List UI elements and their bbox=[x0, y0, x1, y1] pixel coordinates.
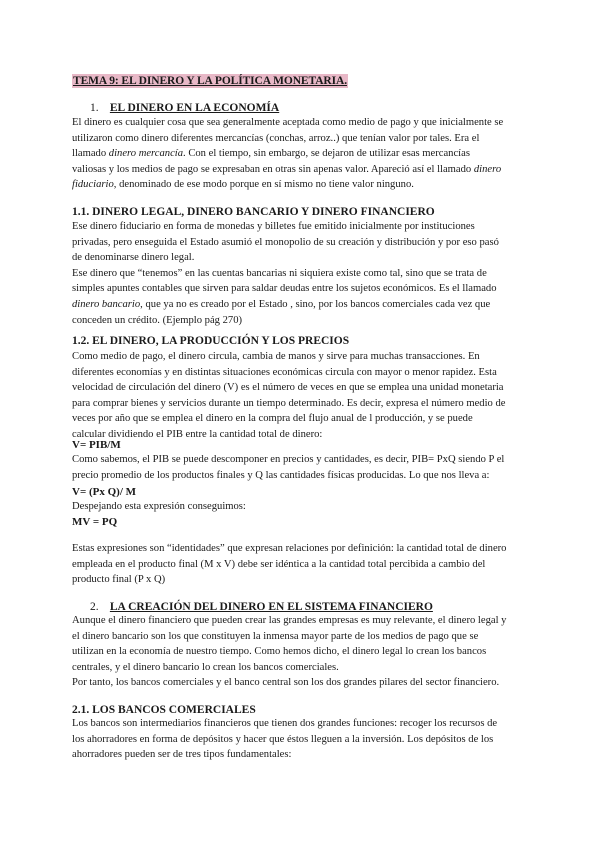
section-2-1-heading: 2.1. LOS BANCOS COMERCIALES bbox=[72, 704, 256, 716]
italic-term: fiduciario bbox=[72, 179, 114, 191]
text-line: Ese dinero fiduciario en forma de monedas y billetes fue emitido inicialmente por instituciones bbox=[72, 221, 475, 232]
text-run: , que ya no es creado por el Estado , sino, por los bancos comerciales cada vez que bbox=[140, 298, 491, 310]
section-1-2-paragraph-a bbox=[72, 349, 530, 443]
section-2-title: LA CREACIÓN DEL DINERO EN EL SISTEMA FINANCIERO bbox=[109, 601, 433, 613]
text-line: ahorradores pueden ser de tres tipos fundamentales: bbox=[72, 749, 292, 761]
section-2-paragraph bbox=[72, 613, 530, 691]
text-line: Como sabemos, el PIB se puede descomponer en precios y cantidades, es decir, PIB= PxQ siendo P el bbox=[72, 454, 505, 465]
italic-term: dinero bancario bbox=[72, 298, 141, 310]
text-line bbox=[72, 162, 530, 178]
section-1-1-heading: 1.1. DINERO LEGAL, DINERO BANCARIO Y DINERO FINANCIERO bbox=[72, 206, 435, 218]
text-line: simples apuntes contables que sirven para saldar deudas entre los sujetos económicos. Es el llamado bbox=[72, 283, 497, 295]
section-2-1-paragraph bbox=[72, 716, 530, 763]
section-1-2-paragraph-c bbox=[72, 541, 530, 588]
text-line: los ahorradores en forma de depósitos y hacer que éstos lleguen a la inversión. Los depósitos de los bbox=[72, 733, 494, 745]
text-line: calcular dividiendo el PIB entre la cantidad total de dinero: bbox=[72, 428, 323, 440]
text-line: Ese dinero que “tenemos” en las cuentas bancarias ni siquiera existe como tal, sino que se trata de bbox=[72, 267, 487, 279]
text-run: . Con el tiempo, sin embargo, se dejaron de utilizar esas mercancías bbox=[183, 148, 470, 160]
text-line: Los bancos son intermediarios financieros que tienen dos grandes funciones: recoger los recursos de bbox=[72, 718, 498, 729]
section-1-2-heading: 1.2. EL DINERO, LA PRODUCCIÓN Y LOS PRECIOS bbox=[72, 335, 350, 347]
text-line bbox=[72, 146, 530, 162]
section-1-title: EL DINERO EN LA ECONOMÍA bbox=[109, 102, 280, 114]
text-run: , denominado de ese modo porque en sí mismo no tiene valor ninguno. bbox=[113, 179, 414, 191]
section-1-2-paragraph-b bbox=[72, 452, 530, 483]
section-1-1-paragraph bbox=[72, 219, 530, 328]
section-1-number: 1. bbox=[90, 102, 99, 114]
text-line: Por tanto, los bancos comerciales y el banco central son los dos grandes pilares del sector financiero. bbox=[72, 677, 500, 689]
text-line: producto final (P x Q) bbox=[72, 574, 166, 586]
document-title: TEMA 9: EL DINERO Y LA POLÍTICA MONETARIA. bbox=[73, 75, 347, 87]
text-line: para comprar bienes y servicios durante un tiempo determinado. Es decir, expresa el número medio de bbox=[72, 397, 506, 409]
text-run: valiosas y los medios de pago se expresaban en otras sin apenas valor. Apareció así el llamado bbox=[72, 163, 474, 175]
text-line bbox=[72, 177, 530, 193]
section-2-number: 2. bbox=[90, 601, 99, 613]
text-line: de denominarse dinero legal. bbox=[72, 252, 195, 264]
text-line: precio promedio de los productos finales y Q las cantidades físicas producidas. Lo que nos lleva a: bbox=[72, 469, 490, 481]
text-line: privadas, pero enseguida el Estado asumió el monopolio de su creación y distribución y por eso pasó bbox=[72, 236, 499, 248]
formula-quantity-equation: MV = PQ bbox=[72, 516, 118, 528]
text-run: llamado bbox=[72, 148, 109, 160]
text-line: el dinero bancario son los que constituyen la inmensa mayor parte de los medios de pago que se bbox=[72, 630, 479, 642]
text-line bbox=[72, 297, 530, 313]
text-line: utilizan en la economía de nuestro tiempo. Como hemos dicho, el dinero legal lo crean los bancos bbox=[72, 646, 487, 658]
text-line: centrales, y el dinero bancario lo crean los bancos comerciales. bbox=[72, 661, 339, 673]
text-line: velocidad de circulación del dinero (V) es el número de veces en que se emplea una unidad monetaria bbox=[72, 382, 504, 394]
text-line: Aunque el dinero financiero que pueden crear las grandes empresas es muy relevante, el dinero legal y bbox=[72, 615, 507, 626]
text-line: Despejando esta expresión conseguimos: bbox=[72, 501, 246, 512]
section-1-heading bbox=[90, 101, 279, 115]
text-line: conceden un crédito. (Ejemplo pág 270) bbox=[72, 314, 243, 326]
italic-term: dinero mercancía bbox=[108, 148, 184, 160]
text-line: Estas expresiones son “identidades” que expresan relaciones por definición: la cantidad total de dinero bbox=[72, 543, 507, 554]
text-line: Como medio de pago, el dinero circula, cambia de manos y sirve para muchas transacciones. En bbox=[72, 351, 480, 362]
formula-velocity: V= PIB/M bbox=[72, 439, 121, 451]
text-line: empleada en el producto final (M x V) debe ser idéntica a la cantidad total percibida a cambio del bbox=[72, 558, 486, 570]
text-line: utilizaron como dinero diferentes mercancías (conchas, arroz..) que tenían valor por tales. Era el bbox=[72, 132, 480, 144]
formula-velocity-expanded: V= (Px Q)/ M bbox=[72, 486, 137, 498]
italic-term: dinero bbox=[473, 163, 502, 175]
text-line: El dinero es cualquier cosa que sea generalmente aceptada como medio de pago y que inicialmente se bbox=[72, 117, 504, 128]
section-2-heading bbox=[90, 600, 433, 614]
text-line: veces por año que se emplea el dinero en la compra del flujo anual de l producción, y se puede bbox=[72, 413, 473, 425]
section-1-paragraph bbox=[72, 115, 530, 193]
text-line: diferentes economías y en distintas situaciones económicas circula con mayor o menor rapidez. Esta bbox=[72, 366, 497, 378]
